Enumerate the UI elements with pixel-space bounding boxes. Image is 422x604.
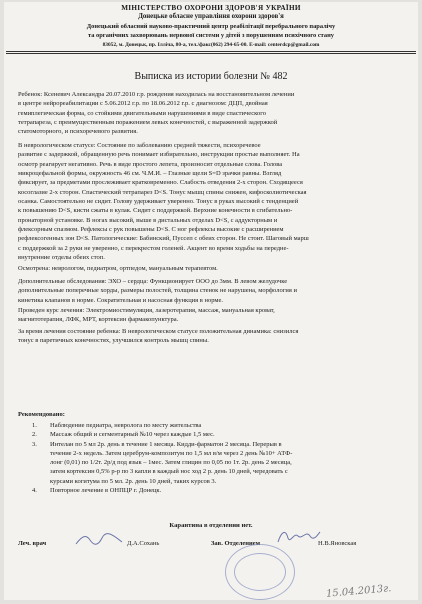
text-line: В неврологическом статусе: Состояние по заболеванию средней тяжести, психоречевое	[18, 142, 261, 149]
list-item-continuation: лонг (0,01) по 1/2т. 2р/д под язык – 1мес. Затем глицин по 0,05 по 1т. 2р. день 2 месяца,	[50, 459, 292, 467]
recommendations-list	[32, 421, 410, 495]
header-divider-thin	[6, 53, 416, 54]
document-title: Выписка из истории болезни № 482	[134, 71, 288, 82]
list-item-number: 4.	[32, 487, 37, 495]
doctor-handwritten-signature	[74, 532, 124, 548]
header-center: Донецький обласний науково-практичний центр реабілітації перебрального паралічу	[86, 23, 336, 30]
text-line: с поддержкой за 2 руки не уверенно, с перекрестом голеней. Акцент во время ходьбы на передне-	[18, 244, 289, 252]
additional-exams-paragraph	[18, 277, 408, 305]
header-ministry: МІНІСТЕРСТВО ОХОРОНИ ЗДОРОВ'Я УКРАЇНИ	[121, 4, 301, 12]
text-line: магнитотерапия, ЛФК, МРТ, кортексин фармакопунктура.	[18, 316, 179, 324]
text-line: косоглазие 2-х сторон. Спастический тетрапарез D<S. Тонус мышц спины снижен, кифосколиотическая	[18, 188, 307, 196]
list-item-text: Массаж общий и сегментарный №10 через каждые 1,5 мес.	[50, 431, 215, 439]
text-line: в центре нейрореабилитации с 5.06.2012 г.р. по 18.06.2012 г.р. с диагнозом: ДЦП, двойная	[18, 100, 268, 108]
treatment-course-paragraph	[18, 306, 408, 325]
quarantine-note: Карантина в отделении нет.	[169, 522, 253, 529]
text-line: Проведен курс лечения: Электромиостимуляция, лазеротерапия, массаж, мануальная кроват,	[18, 307, 275, 314]
text-line: тонус в паретичных конечностях, улучшился контроль мышц спины.	[18, 337, 209, 345]
text-line: За время лечения состояние ребенка: В неврологическом статусе положительная динамика: снизился	[18, 328, 299, 335]
list-item-text: Повторное лечение в ОНПЦР г. Донецк.	[50, 487, 162, 495]
text-line: Осмотрена: неврологом, педиатром, ортпедом, мануальным терапевтом.	[18, 265, 218, 272]
text-line: рефлексогенных зон D<S. Патологические: Бабинский, Пуссеп с обеих сторон. Не стоит. Шаговый марш	[18, 235, 309, 243]
head-name: Н.В.Яновская	[318, 540, 357, 547]
list-item	[32, 421, 410, 430]
text-line: осанка. Самостоятельно не сидит. Голову удерживает уверенно. Тонус в руках высокий с тенденцией	[18, 198, 299, 206]
list-item	[32, 440, 410, 449]
official-stamp	[225, 544, 295, 600]
text-line: кинетика клапанов в норме. Сократительная и насосная функция в норме.	[18, 296, 223, 304]
doctor-label: Леч. врач	[18, 540, 47, 547]
text-line: внутренние отделы обеих стоп.	[18, 254, 105, 262]
handwritten-date: 15.04.2013г.	[325, 583, 392, 600]
text-line: к повышению D<S, кисти сжаты в кулак. Сидит с поддержкой. Верхние конечности в сгибательно-	[18, 207, 293, 215]
text-line: осмотр реагирует негативно. Речь в виде простого лепета, произносит отдельные слова. Голова	[18, 160, 283, 168]
list-item-number: 3.	[32, 440, 37, 448]
document-page	[4, 2, 418, 600]
text-line: статомоторного, и психоречевого развития.	[18, 128, 138, 136]
doctor-name: Д.А.Сохань	[127, 540, 160, 547]
dynamics-paragraph	[18, 327, 408, 346]
text-line: фиксирует, за предметами прослеживает кратковременно. Слабость отведения 2-х сторон. Сходящееся	[18, 179, 303, 187]
list-item-text: Интелан по 5 мл 2р. день в течение 1 месяца. Кидди-фарматон 2 месяца. Перерыв в	[50, 440, 282, 448]
official-stamp-inner-ring	[234, 553, 286, 591]
text-line: развитие с задержкой, обращенную речь понимает избирательно, инструкции простые выполняет. На	[18, 151, 300, 159]
list-item-text: Наблюдение педиатра, невролога по месту жительства	[50, 422, 202, 429]
list-item-continuation: курсами когитума по 5 мл. 2р. день 10 дней, таких курсов 3.	[50, 477, 217, 485]
header-center-continued: та органічних захворювань нервової системи у дітей з порушенням психічного стану	[88, 32, 334, 39]
examined-line	[18, 264, 408, 273]
text-line: Ребенок: Ксеневич Александра 20.07.2010 г.р. рождения находилась на восстановительном лечении	[18, 91, 295, 98]
list-item-continuation: течение 2-х недель. Затем церебрум-композитум по 1,5 мл в/м через 2 день №10+ АТФ-	[50, 449, 293, 457]
text-line: пронаторной установке. В ногах высокий, выше в дистальных отделах D<S, с аддукторным и	[18, 216, 278, 224]
list-item	[32, 486, 410, 495]
header-divider	[6, 51, 416, 52]
text-line: гемиплегическая форма, со стойкими двигательными нарушениями в виде спастического	[18, 109, 266, 117]
head-label: Зав. Отделением	[211, 540, 261, 547]
list-item-number: 2.	[32, 431, 37, 439]
text-line: микроцефальной формы, окружность 46 см. Ч.М.И. – Глазные щели S=D зрачки равны. Взгляд	[18, 170, 282, 178]
patient-paragraph	[18, 90, 408, 137]
header-address: 83052, м. Донецьк, пр. Ілліча, 80-а, тел./факс(062) 294-65-00. E-mail: centerdcp@gmail.com	[102, 42, 320, 48]
text-line: флексорным спазмом. Рефлексы с рук повышены D<S. С ног рефлексы высокие с расширением	[18, 226, 284, 234]
recommendations-title: Рекомендовано:	[18, 411, 65, 418]
text-line: дополнительные поперечные хорды, размеры полостей, толщина стенок не нарушена, морфология и	[18, 287, 297, 295]
doctor-signature-label	[18, 540, 46, 547]
list-item-continuation: затем кортексин 0,5% р-р по 3 капли в каждый нос ход 2 р. день 10 дней, чередовать с	[50, 468, 288, 476]
text-line: тетрапареза, с преимущественным поражением левых конечностей, с выраженной задержкой	[18, 119, 278, 127]
neurological-status-paragraph	[18, 141, 408, 262]
header-department: Донецьке обласне управління охорони здоров'я	[138, 13, 284, 20]
list-item-number: 1.	[32, 422, 37, 429]
text-line: Дополнительные обследования: ЭХО – сердца: Функционирует ООО до 3мм. В левом желудочке	[18, 278, 288, 285]
list-item	[32, 430, 410, 439]
head-handwritten-signature	[276, 528, 322, 546]
